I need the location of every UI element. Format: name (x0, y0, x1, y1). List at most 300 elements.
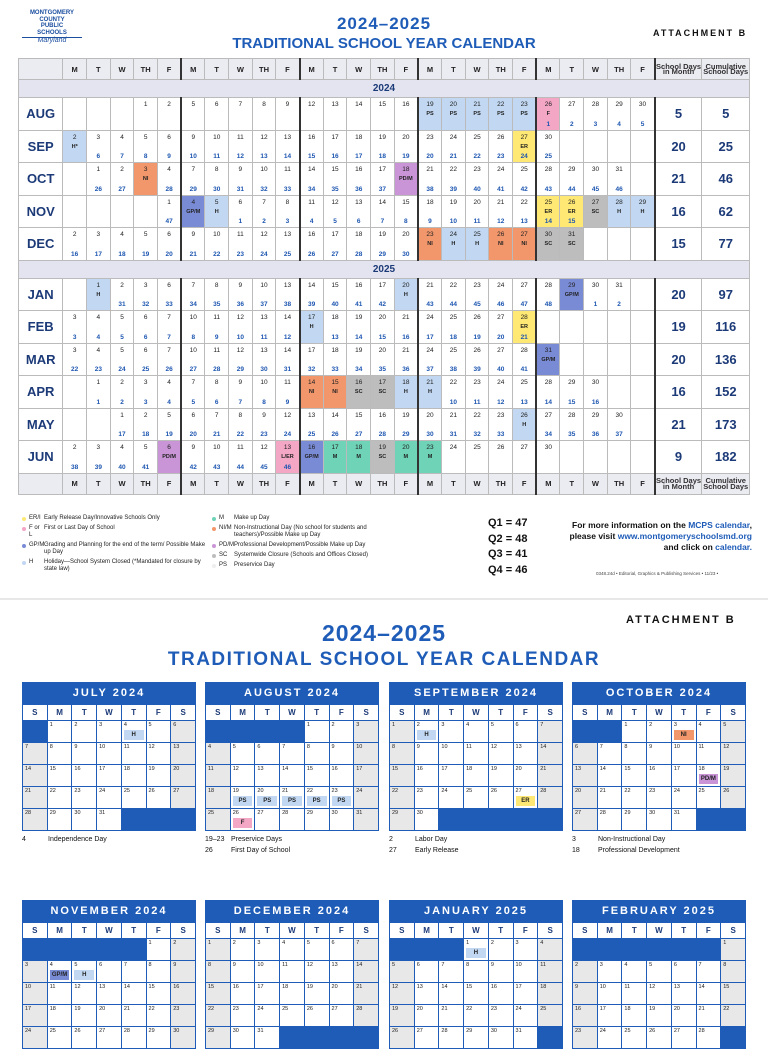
calendar-day (329, 939, 354, 961)
day-cell (584, 408, 608, 441)
calendar-day (696, 1005, 721, 1027)
calendar-day (97, 983, 122, 1005)
footnote: 0348.24d • Editorial, Graphics & Publishing Services • 11/23 • (596, 571, 719, 576)
note-text: Early Release (415, 847, 459, 854)
legend-item (22, 525, 212, 539)
school-day-count: 11 (473, 218, 481, 225)
note-date: 26 (205, 847, 213, 854)
date-number: 2 (72, 444, 77, 451)
day-number: 22 (148, 1006, 155, 1012)
school-day-count: 28 (355, 250, 363, 258)
day-cell (442, 98, 466, 131)
school-day-count: 13 (520, 218, 528, 225)
calendar-day (280, 809, 305, 831)
weekday-header: T (671, 923, 696, 939)
calendar-day (390, 721, 415, 743)
day-cell (134, 376, 158, 409)
page-divider (0, 598, 768, 600)
date-number: 20 (426, 411, 434, 419)
day-number: 19 (232, 788, 239, 794)
school-day-count: 11 (260, 333, 268, 341)
school-day-count: 46 (615, 185, 623, 193)
q1: Q1 = 47 (488, 517, 528, 529)
calendar-day (696, 721, 721, 743)
info-text: please visit (569, 531, 618, 541)
weekday-header: T (72, 705, 97, 721)
month-row (19, 311, 750, 344)
school-day-count: 46 (283, 463, 292, 471)
day-number: 9 (173, 962, 177, 968)
school-day-count: 31 (118, 301, 126, 308)
calendar-day (622, 961, 647, 983)
calendar-day (97, 743, 122, 765)
school-day-count: 37 (426, 366, 434, 373)
day-number: 24 (599, 1028, 606, 1034)
calendar-day (206, 743, 231, 765)
day-number: 31 (356, 810, 363, 816)
date-number: 11 (236, 444, 244, 451)
date-number: 8 (262, 101, 266, 108)
school-day-count: 12 (283, 333, 292, 341)
legend-code: H (29, 559, 34, 565)
month-school-days: 20 (655, 343, 702, 376)
day-cell (276, 228, 300, 261)
day-number: 14 (441, 984, 448, 990)
day-number: 20 (673, 1006, 680, 1012)
date-number: 3 (143, 166, 148, 173)
date-number: 23 (473, 166, 481, 173)
calendar-day (573, 743, 598, 765)
date-number: 4 (96, 346, 101, 354)
day-number: 20 (575, 788, 582, 794)
day-cell (371, 228, 395, 261)
calendar-day (23, 743, 48, 765)
date-number: 11 (236, 231, 244, 238)
day-number: 4 (123, 722, 127, 728)
school-day-count: 32 (142, 301, 150, 308)
day-number: 12 (232, 766, 239, 772)
day-cell (560, 278, 584, 311)
school-day-count: 39 (308, 301, 316, 308)
day-cell (442, 228, 466, 261)
weekday-header: F (631, 473, 655, 494)
day-cell (631, 376, 655, 409)
day-number: 28 (282, 810, 289, 816)
day-number: 8 (466, 962, 470, 968)
year-row: 2024 (19, 80, 750, 98)
date-number: 12 (331, 198, 339, 206)
day-number: 24 (356, 788, 363, 794)
calendar-day (72, 939, 97, 961)
weekday-header: TH (371, 59, 395, 80)
day-cell (371, 163, 395, 196)
date-number: 27 (591, 198, 600, 206)
date-number: 21 (402, 314, 410, 321)
calendar-day (304, 939, 329, 961)
school-day-count: 44 (449, 301, 458, 308)
calendar-day (513, 721, 538, 743)
date-number: 10 (189, 346, 197, 354)
weekday-header: TH (134, 59, 158, 80)
calendar-day (329, 809, 354, 831)
day-cell (631, 278, 655, 311)
school-day-count: 22 (71, 366, 79, 373)
month-notes (389, 831, 563, 856)
day-number: 19 (649, 1006, 656, 1012)
month-block-title: NOVEMBER 2024 (22, 900, 196, 922)
calendar-day (97, 721, 122, 743)
calendar-day (72, 1005, 97, 1027)
day-cell (442, 195, 466, 228)
school-day-count: 14 (544, 218, 552, 225)
school-day-count: 40 (118, 463, 126, 471)
day-number: 29 (49, 810, 56, 816)
day-number: 8 (392, 744, 396, 750)
day-number: 27 (416, 1028, 423, 1034)
day-number: 27 (331, 1006, 338, 1012)
day-cell (252, 130, 276, 163)
day-cell (536, 376, 560, 409)
date-number: 26 (497, 133, 505, 141)
day-code: M (332, 454, 338, 460)
day-number: 13 (673, 984, 680, 990)
day-cell (205, 163, 229, 196)
day-cell (607, 408, 631, 441)
day-number: 10 (441, 744, 448, 750)
date-number: 10 (260, 281, 268, 289)
day-code: H (617, 208, 622, 215)
calendar-day (721, 765, 746, 787)
date-number: 19 (355, 346, 363, 354)
calendar-day (146, 787, 171, 809)
day-number: 7 (356, 940, 360, 946)
website-link[interactable]: www.montgomeryschoolsmd.org (617, 531, 752, 541)
school-day-count: 38 (283, 301, 292, 308)
day-code: PS (233, 796, 253, 806)
school-day-count: 7 (380, 218, 385, 225)
day-number: 17 (257, 984, 264, 990)
date-number: 10 (213, 133, 221, 141)
day-number: 10 (673, 744, 680, 750)
day-number: 30 (232, 1028, 239, 1034)
day-code: ER (567, 208, 576, 215)
attachment-label: ATTACHMENT B (653, 28, 748, 38)
day-number: 29 (466, 1028, 473, 1034)
school-day-count: 9 (167, 153, 171, 160)
day-cell (229, 343, 253, 376)
weekday-header: T (87, 59, 111, 80)
calendar-day (280, 961, 305, 983)
day-number: 24 (515, 1006, 522, 1012)
calendar-day (488, 1005, 513, 1027)
calendar-day (97, 809, 122, 831)
day-cell (465, 343, 489, 376)
calendar-day (513, 765, 538, 787)
school-day-count: 39 (94, 463, 102, 471)
day-number: 22 (306, 788, 313, 794)
day-cell (584, 130, 608, 163)
calendar-day (488, 743, 513, 765)
day-cell (181, 311, 205, 344)
calendar-title: TRADITIONAL SCHOOL YEAR CALENDAR (232, 35, 536, 52)
school-day-count: 19 (402, 153, 410, 160)
day-cell (205, 343, 229, 376)
weekday-header: S (171, 705, 196, 721)
calendar-day (230, 721, 255, 743)
day-number: 26 (232, 810, 239, 816)
weekday-header: T (622, 923, 647, 939)
school-day-count: 17 (426, 333, 434, 341)
calendar-day (354, 809, 379, 831)
date-number: 22 (497, 101, 505, 108)
date-number: 28 (615, 198, 623, 206)
date-number: 26 (544, 101, 552, 108)
calendar-day (597, 939, 622, 961)
calendar-day (622, 765, 647, 787)
school-day-count: 43 (213, 463, 221, 471)
day-code: ER (520, 324, 528, 330)
date-number: 20 (402, 231, 410, 238)
day-cell (87, 278, 111, 311)
day-cell (465, 441, 489, 474)
day-cell (536, 195, 560, 228)
day-cell (300, 311, 324, 344)
day-cell (205, 98, 229, 131)
day-number: 1 (392, 722, 396, 728)
day-number: 29 (392, 810, 399, 816)
calendar-day (255, 787, 280, 809)
day-number: 15 (306, 766, 313, 772)
day-cell (631, 408, 655, 441)
day-number: 8 (148, 962, 152, 968)
day-cell (323, 228, 347, 261)
school-day-count: 14 (283, 153, 292, 160)
calendar-day (597, 765, 622, 787)
day-number: 2 (173, 940, 177, 946)
day-cell (631, 130, 655, 163)
date-number: 18 (355, 231, 363, 238)
date-number: 13 (308, 411, 316, 419)
calendar-day (121, 983, 146, 1005)
date-number: 27 (520, 281, 528, 289)
date-number: 30 (638, 101, 647, 108)
day-number: 21 (540, 766, 547, 772)
school-day-count: 32 (308, 366, 316, 373)
mcps-calendar-link[interactable]: MCPS calendar (688, 520, 750, 530)
day-code: NI (674, 730, 694, 740)
school-day-count: 2 (569, 120, 574, 128)
calendar-day (47, 1005, 72, 1027)
day-number: 21 (599, 788, 606, 794)
weekday-header: F (158, 59, 182, 80)
weekday-header: M (414, 923, 439, 939)
weekday-header: S (721, 705, 746, 721)
day-cell (489, 228, 513, 261)
date-number: 29 (568, 379, 576, 386)
calendar-day (329, 743, 354, 765)
day-cell (323, 130, 347, 163)
date-number: 11 (213, 346, 221, 354)
legend-dot-icon (212, 564, 216, 568)
calendar-day (230, 1027, 255, 1049)
calendar-day (329, 983, 354, 1005)
day-cell (276, 278, 300, 311)
calendar-day (390, 939, 415, 961)
day-cell (513, 441, 537, 474)
date-number: 15 (331, 281, 339, 289)
weekday-header: S (573, 705, 598, 721)
day-number: 25 (698, 788, 705, 794)
date-number: 29 (615, 101, 623, 108)
day-cell (394, 408, 418, 441)
day-number: 8 (723, 962, 727, 968)
school-day-count: 18 (449, 333, 458, 341)
legend-text: First or Last Day of School (44, 525, 115, 531)
day-cell (513, 376, 537, 409)
day-number: 18 (282, 984, 289, 990)
school-day-count: 7 (167, 333, 171, 341)
day-cell (394, 98, 418, 131)
calendar-day (671, 765, 696, 787)
weekday-header: M (536, 59, 560, 80)
calendar-day (721, 961, 746, 983)
month-block (572, 682, 746, 856)
date-number: 12 (236, 314, 244, 321)
school-day-count: 13 (260, 153, 268, 160)
year-calendar-table (18, 58, 750, 495)
school-day-count: 47 (165, 218, 173, 225)
day-code: PS (449, 111, 458, 117)
weekday-header: W (464, 923, 489, 939)
date-number: 15 (402, 198, 410, 206)
day-number: 20 (515, 766, 522, 772)
day-number: 7 (540, 722, 544, 728)
day-cell (394, 311, 418, 344)
date-number: 23 (426, 444, 434, 451)
school-day-count: 30 (426, 431, 434, 438)
day-number: 13 (99, 984, 106, 990)
date-number: 28 (544, 166, 552, 173)
calendar-day (354, 743, 379, 765)
day-cell (631, 228, 655, 261)
date-number: 12 (260, 231, 268, 238)
calendar-day (538, 721, 563, 743)
month-block-title: JANUARY 2025 (389, 900, 563, 922)
day-cell (371, 130, 395, 163)
day-number: 5 (306, 940, 310, 946)
weekday-header: F (158, 473, 182, 494)
date-number: 7 (167, 346, 171, 354)
legend-code: F or L (29, 525, 40, 538)
day-cell (489, 408, 513, 441)
day-number: 17 (673, 766, 680, 772)
school-day-count: 10 (236, 333, 244, 341)
calendar-day (439, 743, 464, 765)
day-number: 7 (25, 744, 29, 750)
day-cell (110, 343, 134, 376)
calendar-day (488, 939, 513, 961)
weekday-header: M (418, 59, 442, 80)
day-number: 26 (306, 1006, 313, 1012)
calendar-day (696, 787, 721, 809)
school-day-count: 33 (283, 185, 292, 193)
day-number: 12 (723, 744, 730, 750)
day-cell (110, 441, 134, 474)
calendar-day (439, 961, 464, 983)
school-day-count: 35 (213, 301, 221, 308)
school-day-count: 3 (72, 333, 77, 341)
calendar-day (72, 721, 97, 743)
calendar-day (488, 961, 513, 983)
date-number: 5 (120, 314, 124, 321)
weekday-header: F (513, 923, 538, 939)
calendar-day (464, 983, 489, 1005)
calendar-day (597, 1027, 622, 1049)
day-number: 24 (99, 788, 106, 794)
date-number: 11 (284, 379, 291, 386)
calendar-day (464, 939, 489, 961)
day-cell (181, 163, 205, 196)
calendar-day (647, 983, 672, 1005)
weekday-header: F (146, 923, 171, 939)
day-number: 26 (490, 788, 497, 794)
calendar-day (439, 1005, 464, 1027)
day-cell (489, 98, 513, 131)
day-cell (87, 98, 111, 131)
day-number: 7 (282, 744, 286, 750)
bottom-attachment: ATTACHMENT B (626, 614, 736, 626)
date-number: 7 (191, 166, 196, 173)
school-day-count: 31 (449, 431, 458, 438)
legend-code: PD/M (219, 542, 234, 548)
date-number: 23 (473, 379, 481, 386)
day-cell (252, 311, 276, 344)
calendar-day (171, 765, 196, 787)
day-code: ER (516, 796, 536, 806)
date-number: 30 (591, 166, 600, 173)
calendar-day (354, 961, 379, 983)
calendar-day (414, 939, 439, 961)
day-number: 5 (74, 962, 78, 968)
day-cell (631, 311, 655, 344)
calendar-day (280, 721, 305, 743)
weekday-header: S (354, 923, 379, 939)
day-number: 23 (74, 788, 81, 794)
weekday-header: M (597, 923, 622, 939)
weekday-header: T (560, 59, 584, 80)
day-number: 30 (74, 810, 81, 816)
calendar-link[interactable]: calendar. (715, 542, 752, 552)
weekday-header: T (442, 59, 466, 80)
day-cell (631, 98, 655, 131)
calendar-day (304, 721, 329, 743)
q4: Q4 = 46 (488, 563, 528, 576)
school-day-count: 5 (191, 398, 196, 406)
day-number: 15 (723, 984, 730, 990)
day-number: 2 (490, 940, 494, 946)
school-day-count: 34 (544, 431, 552, 438)
day-cell (442, 130, 466, 163)
day-number: 4 (624, 962, 628, 968)
legend-text: Early Release Day/Innovative Schools Only (44, 515, 160, 521)
weekday-header: TH (134, 473, 158, 494)
day-number: 27 (575, 810, 582, 816)
day-code: H (428, 389, 432, 395)
day-number: 19 (148, 766, 155, 772)
month-name: MAY (19, 408, 63, 441)
calendar-day (97, 1027, 122, 1049)
school-day-count: 22 (213, 250, 221, 258)
